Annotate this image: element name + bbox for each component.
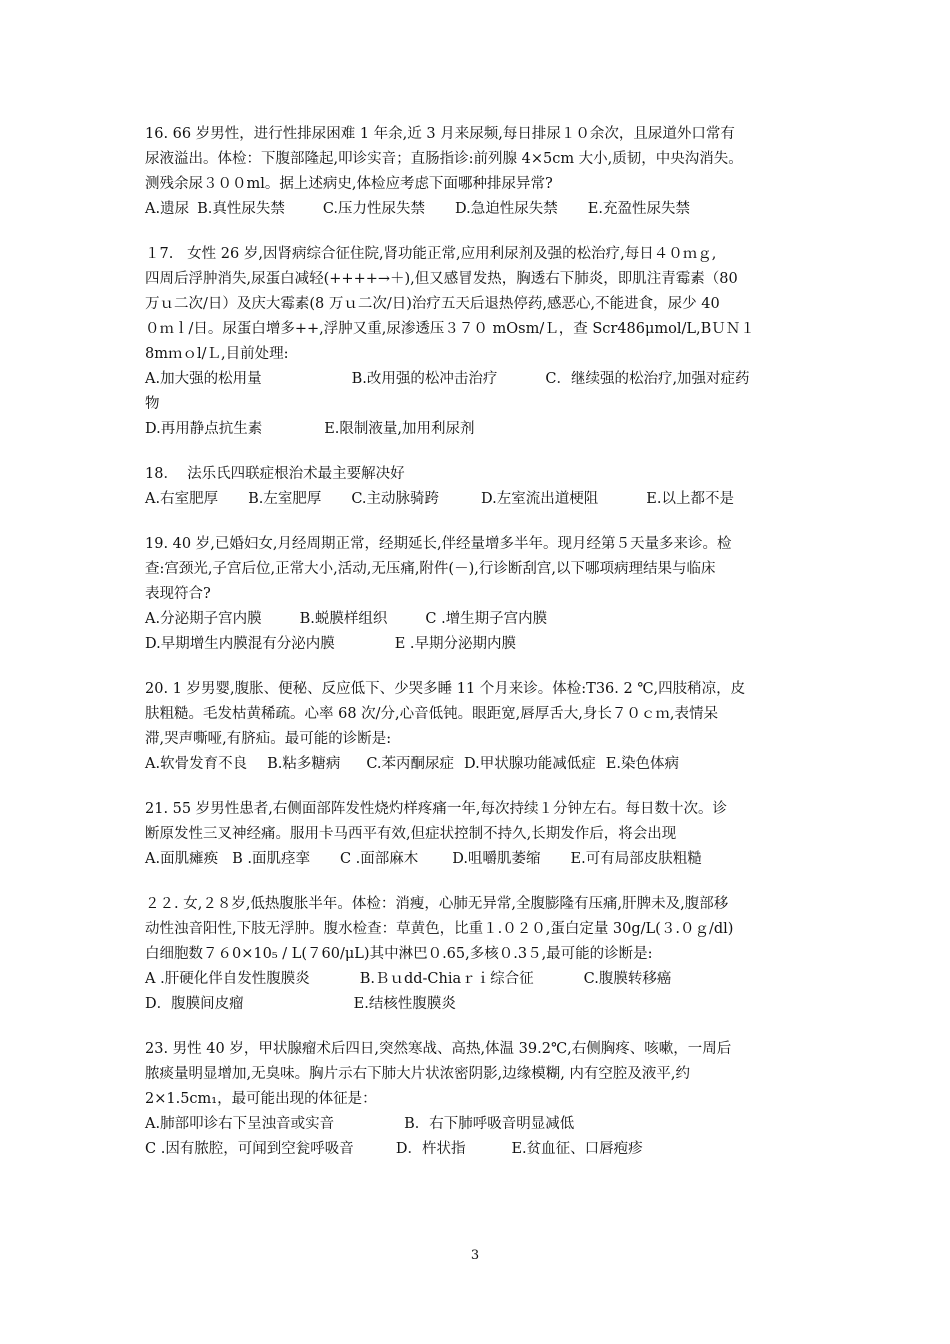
answer-option: C.腹膜转移癌: [583, 971, 672, 987]
question-text-line: 19. 40 岁,已婚妇女,月经周期正常，经期延长,伴经量增多半年。现月经第５天量多来诊。检: [145, 536, 732, 552]
question-text-line: 2×1.5cm₁，最可能出现的体征是：: [145, 1091, 377, 1107]
question-item: [145, 1037, 810, 1162]
question-text-line: 21. 55 岁男性患者,右侧面部阵发性烧灼样疼痛一年,每次持续１分钟左右。每日数十次。诊: [145, 801, 727, 817]
answer-option: C.苯丙酮尿症: [366, 756, 455, 772]
answer-option: D.甲状腺功能减低症: [464, 756, 596, 772]
answer-option: B.粘多糖病: [267, 756, 341, 772]
answer-options-row: [145, 752, 810, 777]
answer-options-row: [145, 392, 810, 417]
answer-option: B .面肌痉挛: [232, 851, 310, 867]
answer-option: D．杵状指: [395, 1141, 466, 1157]
answer-options-row: [145, 992, 810, 1017]
answer-option: E.结核性腹膜炎: [353, 996, 456, 1012]
question-text-line: 滞,哭声嘶哑,有脐疝。最可能的诊断是:: [145, 731, 392, 747]
answer-option: B.改用强的松冲击治疗: [351, 371, 498, 387]
answer-option: C .面部麻木: [339, 851, 419, 867]
question-text-line: 8mｍｏl/Ｌ,目前处理:: [145, 346, 289, 362]
answer-option: B.蜕膜样组织: [299, 611, 388, 627]
answer-option: A.右室肥厚: [145, 491, 219, 507]
question-text-line: 查:宫颈光,子宫后位,正常大小,活动,无压痛,附件(－),行诊断刮宫,以下哪项病理结果与临床: [145, 561, 716, 577]
question-item: [145, 677, 810, 777]
question-text-line: 动性浊音阳性,下肢无浮肿。腹水检查：草黄色，比重１.０２０,蛋白定量 30g/L(３.０ｇ/dl): [145, 921, 734, 937]
question-text-line: 四周后浮肿消失,尿蛋白减轻(++++→＋),但又感冒发热，胸透右下肺炎，即肌注青霉素（80: [145, 271, 738, 287]
answer-option: E.染色体病: [605, 756, 679, 772]
answer-option: E.以上都不是: [646, 491, 734, 507]
answer-option: C .增生期子宫内膜: [425, 611, 548, 627]
answer-option: E.充盈性尿失禁: [587, 201, 690, 217]
question-text-line: 脓痰量明显增加,无臭味。胸片示右下肺大片状浓密阴影,边缘模糊, 内有空腔及液平,约: [145, 1066, 691, 1082]
answer-option: A.遗尿: [145, 201, 190, 217]
question-text-line: 尿液溢出。体检：下腹部隆起,叩诊实音；直肠指诊:前列腺 4×5cm 大小,质韧，中央沟消失。: [145, 151, 743, 167]
question-list: [145, 122, 810, 1182]
question-text-line: １7. 女性 26 岁,因肾病综合征住院,肾功能正常,应用利尿剂及强的松治疗,每日４０ｍｇ,: [145, 246, 717, 262]
answer-options-row: [145, 417, 810, 442]
question-text-line: 20. 1 岁男婴,腹胀、便秘、反应低下、少哭多睡 11 个月来诊。体检:T36. 2 ℃,四肢稍凉，皮: [145, 681, 746, 697]
question-item: [145, 122, 810, 222]
question-item: [145, 462, 810, 512]
answer-option: C.主动脉骑跨: [351, 491, 440, 507]
answer-option: D.再用静点抗生素: [145, 421, 263, 437]
answer-options-row: [145, 197, 810, 222]
question-item: [145, 532, 810, 657]
answer-option: D.早期增生内膜混有分泌内膜: [145, 636, 335, 652]
question-text-line: 白细胞数７６0×10₅ / L(７60/μL)其中淋巴０.65,多核０.3５,最可能的诊断是:: [145, 946, 653, 962]
answer-option: D．腹膜间皮瘤: [145, 996, 244, 1012]
question-text-line: ０ｍｌ/日。尿蛋白增多++,浮肿又重,尿渗透压３７０ mOsm/Ｌ，查 Scr486μmol/L,BＵＮ１: [145, 321, 755, 337]
answer-option: E.可有局部皮肤粗糙: [570, 851, 702, 867]
answer-option: B.Ｂｕdd-Chiaｒｉ综合征: [359, 971, 534, 987]
answer-option: E.限制液量,加用利尿剂: [324, 421, 475, 437]
answer-option: B.左室肥厚: [248, 491, 322, 507]
answer-option: C.压力性尿失禁: [322, 201, 426, 217]
question-text-line: 表现符合?: [145, 586, 211, 602]
answer-option: C．继续强的松治疗,加强对症药: [545, 371, 750, 387]
answer-option: A.软骨发育不良: [145, 756, 248, 772]
answer-option: B．右下肺呼吸音明显减低: [404, 1116, 575, 1132]
answer-options-row: [145, 607, 810, 632]
answer-option: E .早期分泌期内膜: [394, 636, 517, 652]
answer-option: A.肺部叩诊右下呈浊音或实音: [145, 1116, 335, 1132]
question-text-line: 万ｕ二次/日）及庆大霉素(8 万ｕ二次/日)治疗五天后退热停药,感恶心,不能进食，尿少 40: [145, 296, 720, 312]
answer-option: D.左室流出道梗阻: [481, 491, 599, 507]
question-text-line: ２２. 女,２８岁,低热腹胀半年。体检：消瘦，心肺无异常,全腹膨隆有压痛,肝脾未及,腹部移: [145, 896, 729, 912]
answer-options-row: [145, 1137, 810, 1162]
answer-options-row: [145, 967, 810, 992]
answer-option: E.贫血征、口唇疱疹: [511, 1141, 643, 1157]
answer-options-row: [145, 847, 810, 872]
answer-options-row: [145, 367, 810, 392]
question-text-line: 18． 法乐氏四联症根治术最主要解决好: [145, 466, 405, 482]
answer-option: A.分泌期子宫内膜: [145, 611, 262, 627]
answer-option: C .因有脓腔，可闻到空瓮呼吸音: [145, 1141, 354, 1157]
answer-option: 物: [145, 396, 160, 412]
answer-option: A.加大强的松用量: [145, 371, 262, 387]
answer-option: A .肝硬化伴自发性腹膜炎: [145, 971, 310, 987]
answer-option: D.咀嚼肌萎缩: [452, 851, 541, 867]
page-number: 3: [470, 1248, 480, 1263]
answer-options-row: [145, 1112, 810, 1137]
question-text-line: 肤粗糙。毛发枯黄稀疏。心率 68 次/分,心音低钝。眼距宽,唇厚舌大,身长７０ｃｍ,表情呆: [145, 706, 718, 722]
answer-option: D.急迫性尿失禁: [455, 201, 558, 217]
question-item: [145, 892, 810, 1017]
question-text-line: 断原发性三叉神经痛。服用卡马西平有效,但症状控制不持久,长期发作后，将会出现: [145, 826, 677, 842]
answer-option: A.面肌瘫痪: [145, 851, 219, 867]
question-item: [145, 797, 810, 872]
answer-options-row: [145, 487, 810, 512]
question-text-line: 23. 男性 40 岁，甲状腺瘤术后四日,突然寒战、高热,体温 39.2℃,右侧胸疼、咳嗽，一周后: [145, 1041, 732, 1057]
question-text-line: 16. 66 岁男性，进行性排尿困难 1 年余,近 3 月来尿频,每日排尿１０余次，且尿道外口常有: [145, 126, 735, 142]
question-item: [145, 242, 810, 442]
question-text-line: 测残余尿３００ml。据上述病史,体检应考虑下面哪种排尿异常?: [145, 176, 553, 192]
answer-options-row: [145, 632, 810, 657]
answer-option: B.真性尿失禁: [197, 201, 285, 217]
